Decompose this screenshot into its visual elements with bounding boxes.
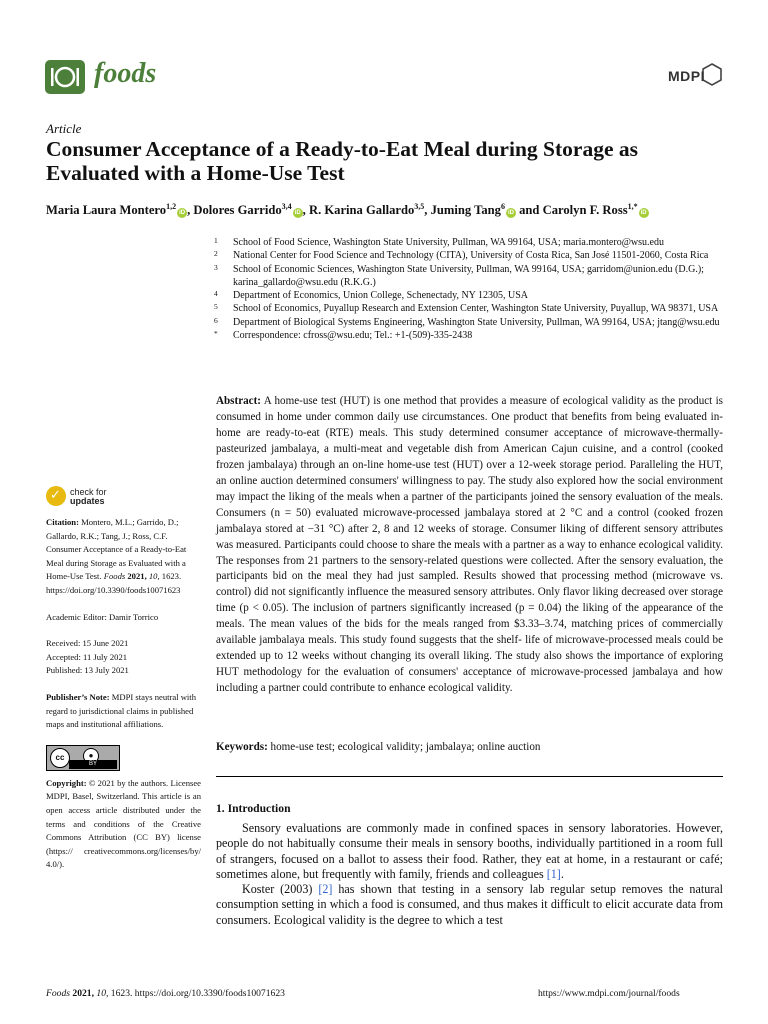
affiliation-number: 5: [214, 302, 218, 312]
author-affiliation-sup: 1,2: [166, 202, 177, 211]
foods-logo-icon: [45, 60, 85, 94]
journal-name: foods: [94, 58, 157, 89]
affiliation-number: 3: [214, 262, 218, 272]
copyright-text: © 2021 by the authors. Licensee MDPI, Basel, Switzerland. This article is an open access article distributed under the terms and conditions of the Creative Commons Attribution (CC BY) license (https:// creativecommons.org/licenses/by/ 4.0/).: [46, 777, 201, 870]
affiliation: [214, 249, 729, 262]
check-for-label: check for: [70, 487, 107, 497]
received-date: Received: 15 June 2021: [46, 638, 129, 649]
citation-year: 2021,: [127, 571, 147, 582]
affiliation: [214, 289, 729, 302]
paragraph-text: Sensory evaluations are commonly made in confined spaces in sensory laboratories. However, people do not habitually consume their meals in sensory booths, individually partitioned in a room full of strangers, focused on a ballot to assess their food. Rather, they eat at home, in a restaurant or café; sometimes alone, but frequently with family, friends and colleagues: [216, 821, 723, 881]
updates-label: updates: [70, 496, 105, 506]
citation-volume: 10,: [148, 571, 160, 582]
author-separator: ,: [187, 203, 191, 218]
author-name: Carolyn F. Ross: [542, 203, 628, 218]
author-name: R. Karina Gallardo: [308, 203, 415, 218]
author-name: Dolores Garrido: [193, 203, 282, 218]
footer-citation: [46, 988, 285, 999]
affiliation-number: 1: [214, 236, 218, 245]
author-affiliation-sup: 6: [500, 202, 505, 211]
copyright-label: Copyright:: [46, 777, 87, 788]
affiliation: [214, 236, 729, 249]
mdpi-logo[interactable]: [668, 62, 722, 96]
author[interactable]: [543, 203, 649, 217]
affiliation: [214, 263, 729, 290]
author-name: Maria Laura Montero: [46, 203, 167, 218]
published-date: Published: 13 July 2021: [46, 665, 129, 676]
cc-by-label: BY: [69, 760, 117, 769]
section-divider: [216, 776, 723, 777]
article-type: Article: [46, 121, 82, 136]
citation-block: [46, 516, 201, 598]
citation-doi-link[interactable]: 1623. https://doi.org/10.3390/foods10071623: [46, 571, 182, 595]
reference-link[interactable]: [2]: [318, 882, 333, 897]
affiliation-text: School of Food Science, Washington State University, Pullman, WA 99164, USA; maria.montero@wsu.edu: [233, 237, 664, 248]
author[interactable]: [431, 203, 540, 217]
affiliation-text: Department of Economics, Union College, Schenectady, NY 12305, USA: [233, 290, 529, 302]
academic-editor: Academic Editor: Damir Torrico: [46, 611, 159, 622]
affiliation-text: Department of Biological Systems Engineering, Washington State University, Pullman, WA 99164, USA; jtang@wsu.edu: [233, 316, 720, 328]
citation-journal: Foods: [103, 571, 126, 582]
paper-title: Consumer Acceptance of a Ready-to-Eat Meal during Storage as Evaluated with a Home-Use Test: [46, 137, 638, 185]
keywords-text: home-use test; ecological validity; jambalaya; online auction: [270, 741, 541, 753]
section-heading-introduction: 1. Introduction: [216, 802, 291, 815]
author-separator: ,: [302, 203, 306, 218]
author[interactable]: [309, 203, 427, 217]
affiliation: [214, 302, 729, 315]
author-separator: ,: [424, 203, 428, 218]
keywords-label: Keywords:: [216, 741, 268, 753]
cc-icon: cc: [50, 748, 70, 768]
affiliation-text: School of Economics, Puyallup Research and Extension Center, Washington State University, Puyallup, WA 98371, USA: [233, 303, 719, 315]
author-affiliation-sup: 3,5: [414, 202, 425, 211]
paragraph-text: Koster (2003): [242, 882, 319, 897]
affiliation: [214, 316, 729, 329]
keywords: [216, 741, 723, 753]
publisher-note-text: MDPI stays neutral with regard to jurisdictional claims in published maps and institutional affiliations.: [46, 691, 196, 730]
author-name: Juming Tang: [430, 203, 501, 218]
abstract: [216, 394, 723, 697]
affiliation-text: Correspondence: cfross@wsu.edu; Tel.: +1-(509)-335-2438: [233, 330, 473, 342]
affiliation-text: National Center for Food Science and Technology (CITA), University of Costa Rica, San José 11501-2060, Costa Rica: [233, 250, 709, 262]
attribution-icon: ●: [83, 748, 99, 764]
footer-journal: Foods: [46, 988, 70, 999]
cc-by-license-badge[interactable]: [46, 745, 120, 771]
citation-label: Citation:: [46, 517, 79, 527]
dates-block: [46, 637, 201, 678]
orcid-icon[interactable]: iD: [507, 210, 514, 217]
publisher-note-label: Publisher’s Note:: [46, 691, 110, 702]
article-info-sidebar: [46, 516, 201, 872]
abstract-label: Abstract:: [216, 395, 261, 407]
journal-url-link[interactable]: https://www.mdpi.com/journal/foods: [538, 988, 680, 999]
paragraph: [216, 821, 723, 882]
footer-doi-link[interactable]: 1623. https://doi.org/10.3390/foods10071623: [110, 988, 285, 999]
affiliation-number: *: [214, 329, 218, 339]
paragraph: [216, 882, 723, 928]
footer-year: 2021,: [72, 988, 94, 999]
copyright-block: [46, 777, 201, 872]
citation-text: Montero, M.L.; Garrido, D.; Gallardo, R.K.; Tang, J.; Ross, C.F. Consumer Acceptance of a Ready-to-Eat Meal during Storage as Evaluated with a Home-Use Test.: [46, 517, 187, 582]
introduction-body: [216, 821, 723, 928]
affiliation-number: 2: [214, 249, 218, 259]
publisher-note: [46, 691, 201, 732]
footer-volume: 10,: [96, 988, 109, 999]
affiliation: [214, 329, 729, 342]
checkmark-icon: ✓: [50, 488, 61, 503]
accepted-date: Accepted: 11 July 2021: [46, 651, 128, 662]
publisher-name: MDPI: [668, 68, 705, 84]
affiliations-list: [214, 236, 729, 342]
paragraph-text: has shown that testing in a sensory lab regular setup removes the natural consumption setting in which a food is consumed, and thus makes it difficult to elicit accurate data from consumers. Ecological validity is the degree to which a test: [216, 882, 724, 927]
author-list: [46, 202, 649, 218]
affiliation-text: School of Economic Sciences, Washington State University, Pullman, WA 99164, USA; garridom@union.edu (D.G.); karina_gallardo@wsu.edu (R.K.G.): [233, 263, 704, 288]
author-affiliation-sup: 1,*: [627, 202, 638, 211]
paragraph-end: .: [560, 866, 564, 881]
author-affiliation-sup: 3,4: [281, 202, 292, 211]
orcid-icon[interactable]: iD: [179, 210, 186, 217]
author[interactable]: [46, 203, 190, 217]
orcid-icon[interactable]: iD: [640, 210, 647, 217]
author-separator: and: [515, 203, 540, 218]
reference-link[interactable]: [1]: [546, 866, 561, 881]
orcid-icon[interactable]: iD: [294, 210, 301, 217]
author[interactable]: [193, 203, 305, 217]
affiliation-number: 4: [214, 289, 218, 299]
abstract-text: A home-use test (HUT) is one method that provides a measure of ecological validity as the product is consumed in home under common daily use circumstances. One product that benefits from being evaluated in-home are ready-to-eat (RTE) meals. This study determined consumer acceptance of microwave-thermally-pasteurized jambalaya, a multi-meat and vegetable dish from American Cajun cuisine, and a control (cooked frozen jambalaya) through an on-line home-use test (HUT) over a 12-week storage period. Paralleling the HUT, an online auction determined consumers' willingness to pay. The study also explored how the social environment may impact the liking of the meals when a partner of the participants joined the sensory evaluation of the meals. Consumers (n = 50) evaluated microwave-processed jambalaya stored at 2 °C and a control (cooked frozen jambalaya stored at −31 °C) after 2, 8 and 12 weeks of storage. Consumer liking of different sensory attributes was measured. Participants could choose to share the meals with a partner as a way to enhance ecological validity. The responses from 21 partners to the sensory-related questions were collected. After the sensory evaluation, the participants bid on the meal they had just sampled. Results showed that processing method (microwave vs. control) did not significantly influence the measured sensory attributes. Only flavor liking decreased over storage time (p < 0.05). The inclusion of partners significantly increased (p = 0.04) the liking of the appearance of the meals. The mean values of the bids for the meals ranged from $3.33–3.74, matching prices of commercially available jambalaya meals. This study found suggests that the shelf- life of microwave-processed meals could be extended up to 12 weeks without changing its overall liking. The study also shows the importance of exploring HUT methodology for the evaluation of consumers' acceptance of microwave-processed jambalaya and how including a partner could contribute to enhance ecological validity.: [216, 395, 723, 695]
affiliation-number: 6: [214, 315, 218, 325]
